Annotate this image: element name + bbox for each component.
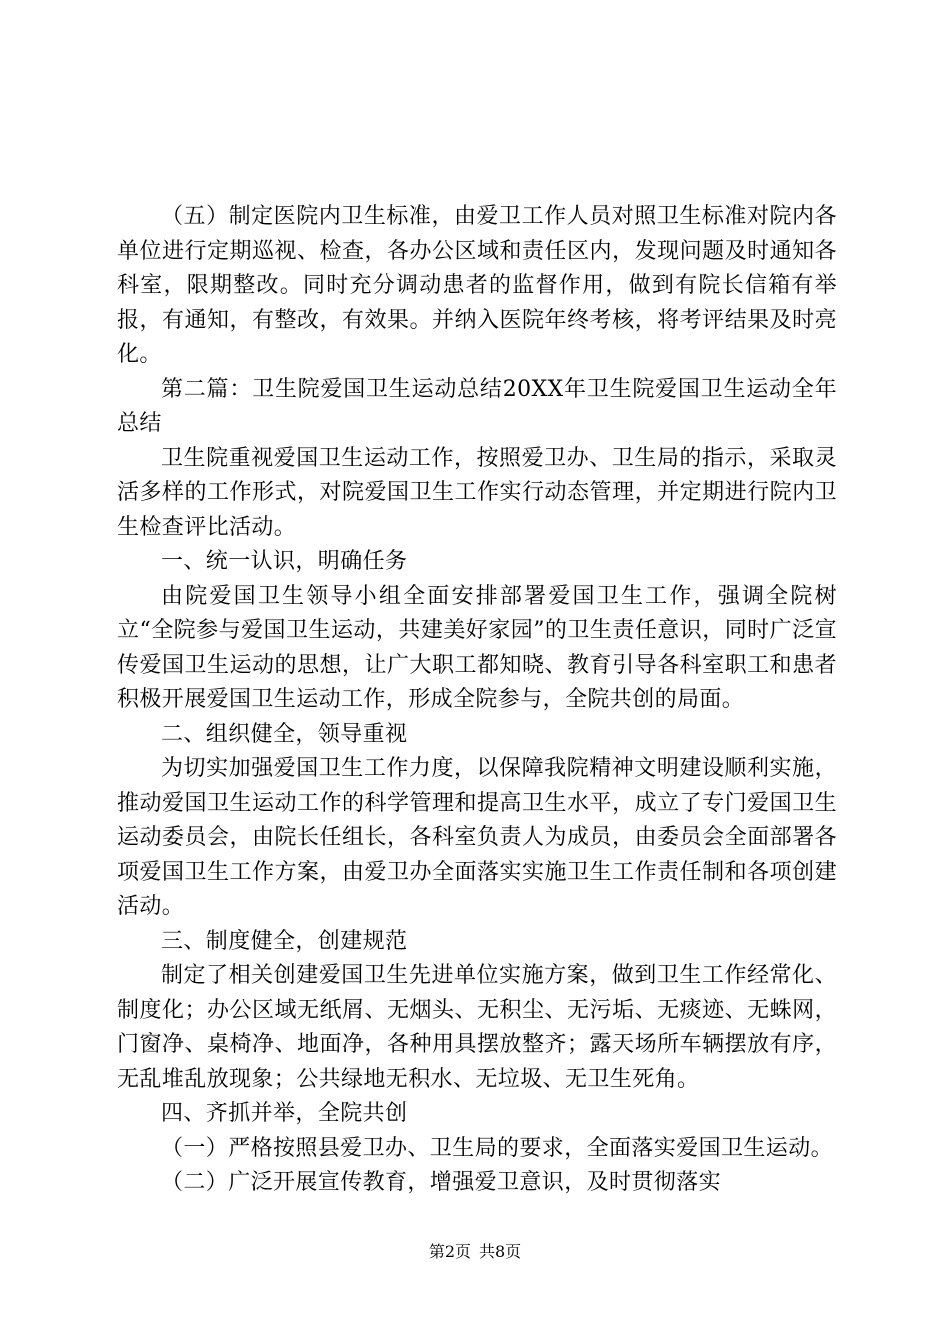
section-heading-4: 四、齐抓并举，全院共创 xyxy=(161,1101,408,1126)
paragraph-section-2: 为切实加强爱国卫生工作力度，以保障我院精神文明建设顺利实施，推动爱国卫生运动工作的科学管理和提高卫生水平，成立了专门爱国卫生运动委员会，由院长任组长，各科室负责人为成员，由委员会全面部署各项爱国卫生工作方案，由爱卫办全面落实实施卫生工作责任制和各项创建活动。 xyxy=(117,756,837,919)
paragraph-section-5: （五）制定医院内卫生标准，由爱卫工作人员对照卫生标准对院内各单位进行定期巡视、检查，各办公区域和责任区内，发现问题及时通知各科室，限期整改。同时充分调动患者的监督作用，做到有院长信箱有举报，有通知，有整改，有效果。并纳入医院年终考核，将考评结果及时亮化。 xyxy=(117,204,837,367)
section-heading-3: 三、制度健全，创建规范 xyxy=(161,928,408,954)
paragraph-intro: 卫生院重视爱国卫生运动工作，按照爱卫办、卫生局的指示，采取灵活多样的工作形式，对院爱国卫生工作实行动态管理，并定期进行院内卫生检查评比活动。 xyxy=(117,445,837,540)
paragraph-section-1: 由院爱国卫生领导小组全面安排部署爱国卫生工作，强调全院树立“全院参与爱国卫生运动，共建美好家园”的卫生责任意识，同时广泛宣传爱国卫生运动的思想，让广大职工都知晓、教育引导各科室职工和患者积极开展爱国卫生运动工作，形成全院参与，全院共创的局面。 xyxy=(117,583,837,712)
paragraph-item-2: （二）广泛开展宣传教育，增强爱卫意识，及时贯彻落实 xyxy=(161,1170,722,1195)
document-body xyxy=(117,200,837,1201)
page-footer xyxy=(0,1242,950,1262)
page-number: 第2页 xyxy=(428,1242,471,1261)
paragraph-item-1: （一）严格按照县爱卫办、卫生局的要求，全面落实爱国卫生运动。 xyxy=(161,1135,834,1161)
chapter-title: 第二篇：卫生院爱国卫生运动总结20XX年卫生院爱国卫生运动全年总结 xyxy=(117,376,837,436)
page-total: 共8页 xyxy=(479,1242,522,1261)
section-heading-2: 二、组织健全，领导重视 xyxy=(161,721,408,747)
paragraph-section-3: 制定了相关创建爱国卫生先进单位实施方案，做到卫生工作经常化、制度化；办公区域无纸屑、无烟头、无积尘、无污垢、无痰迹、无蛛网，门窗净、桌椅净、地面净，各种用具摆放整齐；露天场所车辆摆放有序，无乱堆乱放现象；公共绿地无积水、无垃圾、无卫生死角。 xyxy=(117,963,837,1092)
section-heading-1: 一、统一认识，明确任务 xyxy=(161,549,408,574)
